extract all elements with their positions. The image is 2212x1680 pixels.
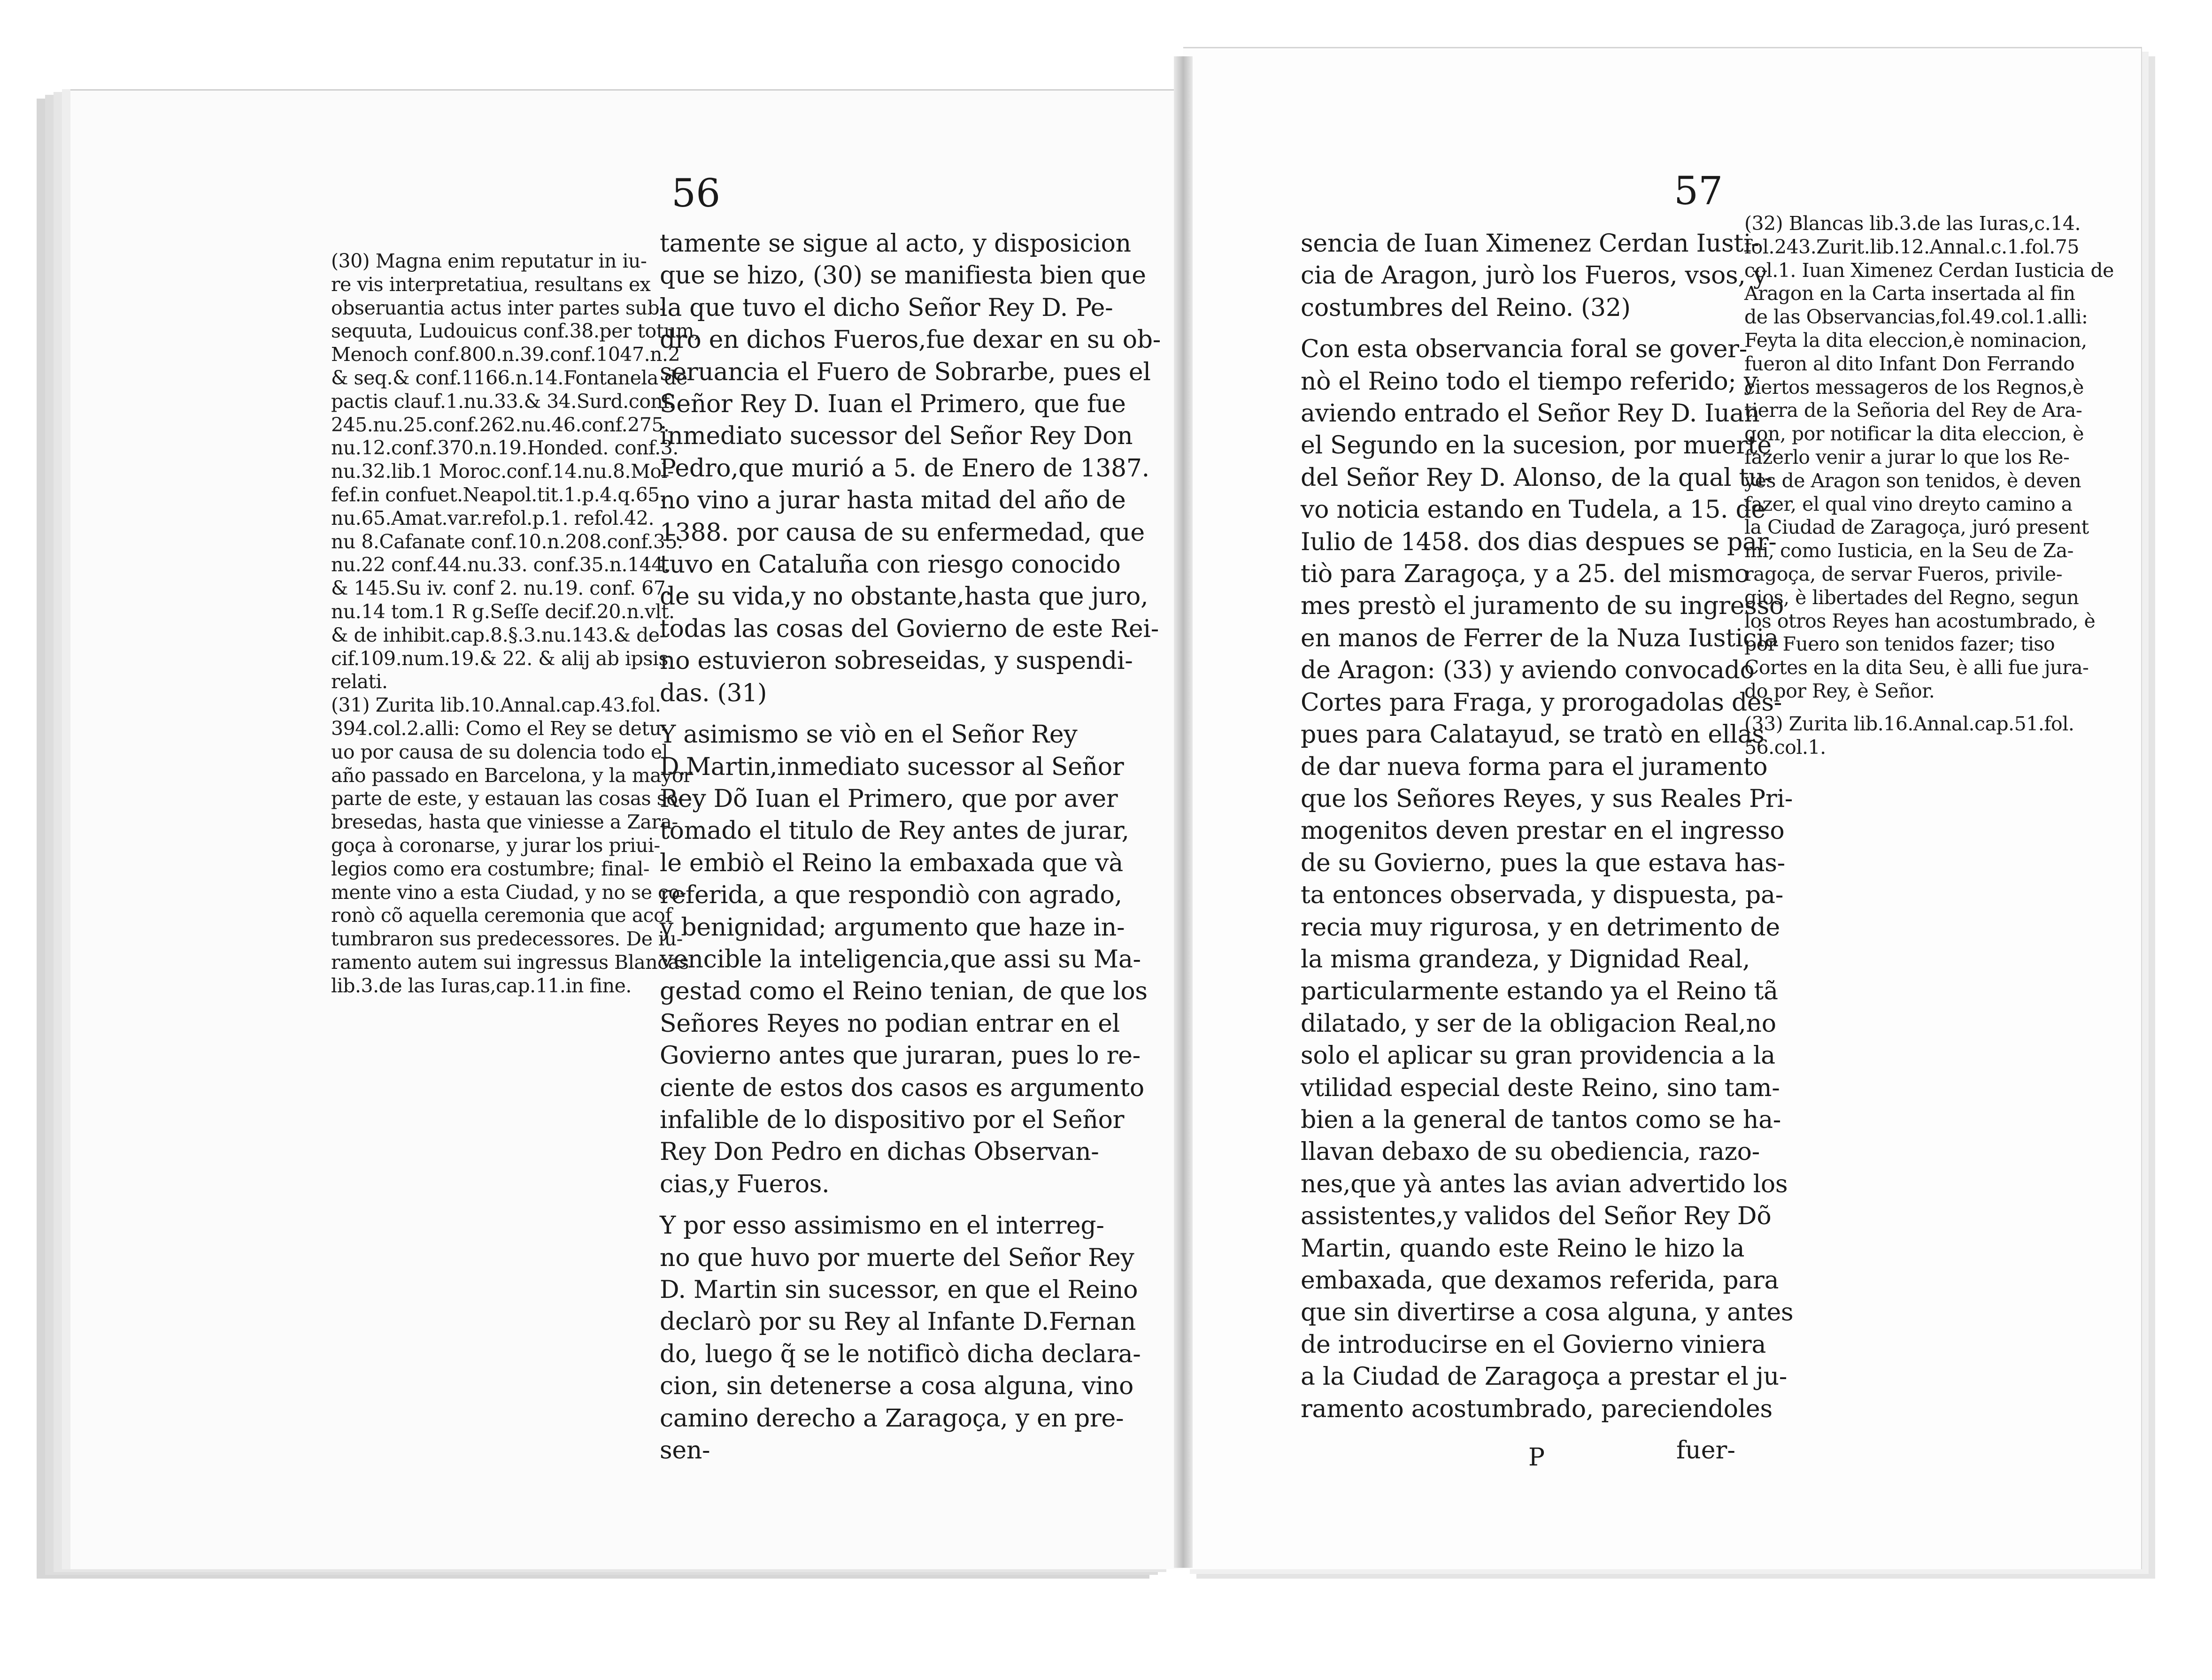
note-line: los otros Reyes han acostumbrado, è (1744, 609, 2096, 632)
text-line: assistentes,y validos del Señor Rey Dõ (1301, 1202, 1772, 1231)
note-line: ronò cõ aquella ceremonia que acof (331, 904, 672, 927)
text-line: seruancia el Fuero de Sobrarbe, pues el (660, 358, 1151, 386)
text-line: recia muy rigurosa, y en detrimento de (1301, 913, 1780, 942)
text-line: Martin, quando este Reino le hizo la (1301, 1234, 1745, 1263)
note-line: bresedas, hasta que viniesse a Zara- (331, 811, 678, 834)
text-line: Iulio de 1458. dos dias despues se par- (1301, 528, 1777, 556)
left-margin-notes (331, 250, 700, 998)
book-gutter (1174, 56, 1193, 1568)
note-line: tumbraron sus predecessores. De iu- (331, 928, 683, 951)
text-line: Rey Dõ Iuan el Primero, que por aver (660, 784, 1118, 813)
note-line: parte de este, y estauan las cosas so- (331, 787, 684, 810)
text-line: la misma grandeza, y Dignidad Real, (1301, 945, 1750, 974)
text-line: referida, a que respondiò con agrado, (660, 881, 1122, 910)
paragraph-gap (660, 709, 1161, 719)
note-line: legios como era costumbre; final- (331, 857, 650, 880)
text-line: todas las cosas del Govierno de este Rei- (660, 614, 1159, 643)
text-line: pues para Calatayud, se tratò en ellas (1301, 721, 1765, 749)
text-line: declarò por su Rey al Infante D.Fernan (660, 1308, 1136, 1336)
text-line: sencia de Iuan Ximenez Cerdan Iusti- (1301, 230, 1759, 258)
text-line: Con esta observancia foral se gover- (1301, 335, 1747, 364)
text-line: cias,y Fueros. (660, 1170, 830, 1198)
paragraph-gap (1301, 324, 1793, 333)
text-line: de su vida,y no obstante,hasta que juro, (660, 583, 1148, 611)
right-main-text (1301, 228, 1793, 1425)
text-line: do, luego q̃ se le notificò dicha declara- (660, 1340, 1141, 1368)
paragraph-gap (660, 1200, 1161, 1210)
note-line: nu.65.Amat.var.refol.p.1. refol.42. (331, 506, 655, 529)
text-line: cion, sin detenerse a cosa alguna, vino (660, 1372, 1134, 1401)
note-line: goça à coronarse, y jurar los priui- (331, 834, 660, 857)
note-line: re vis interpretatiua, resultans ex (331, 273, 651, 296)
note-line: & de inhibit.cap.8.§.3.nu.143.& de- (331, 623, 666, 646)
text-line: Cortes para Fraga, y prorogadolas des- (1301, 688, 1782, 717)
text-line: no que huvo por muerte del Señor Rey (660, 1243, 1134, 1272)
text-line: tiò para Zaragoça, y a 25. del mismo (1301, 560, 1750, 589)
note-line: mi, como Iusticia, en la Seu de Za- (1744, 539, 2074, 562)
left-main-text (660, 228, 1161, 1466)
note-line: Cortes en la dita Seu, è alli fue jura- (1744, 656, 2089, 679)
note-line: ciertos messageros de los Regnos,è (1744, 376, 2084, 399)
note-line: fef.in confuet.Neapol.tit.1.p.4.q.65. (331, 483, 666, 506)
note-line: ramento autem sui ingressus Blancas (331, 951, 689, 974)
text-line: inmediato sucessor del Señor Rey Don (660, 422, 1133, 451)
note-line: (33) Zurita lib.16.Annal.cap.51.fol. (1744, 712, 2074, 735)
text-line: D. Martin sin sucessor, en que el Reino (660, 1276, 1138, 1304)
text-line: y benignidad; argumento que haze in- (660, 913, 1125, 942)
text-line: camino derecho a Zaragoça, y en pre- (660, 1404, 1124, 1433)
text-line: del Señor Rey D. Alonso, de la qual tu- (1301, 463, 1773, 492)
right-page-number: 57 (1674, 169, 1723, 214)
text-line: de introducirse en el Govierno viniera (1301, 1330, 1766, 1359)
text-line: Señor Rey D. Iuan el Primero, que fue (660, 390, 1126, 419)
text-line: Pedro,que murió a 5. de Enero de 1387. (660, 454, 1149, 483)
text-line: dilatado, y ser de la obligacion Real,no (1301, 1009, 1776, 1038)
text-line: en manos de Ferrer de la Nuza Iusticia (1301, 624, 1779, 652)
note-line: Aragon en la Carta insertada al fin (1744, 282, 2075, 305)
note-line: año passado en Barcelona, y la mayor (331, 764, 693, 787)
note-line: uo por causa de su dolencia todo el (331, 740, 668, 763)
text-line: la que tuvo el dicho Señor Rey D. Pe- (660, 293, 1113, 322)
text-line: mogenitos deven prestar en el ingresso (1301, 817, 1785, 845)
text-line: le embiò el Reino la embaxada que và (660, 849, 1123, 877)
text-line: solo el aplicar su gran providencia a la (1301, 1042, 1775, 1070)
note-line: ragoça, de servar Fueros, privile- (1744, 562, 2063, 585)
text-line: Y asimismo se viò en el Señor Rey (660, 721, 1078, 749)
note-line: lib.3.de las Iuras,cap.11.in fine. (331, 974, 632, 997)
text-line: vencible la inteligencia,que assi su Ma- (660, 945, 1141, 974)
text-line: sen- (660, 1436, 710, 1465)
left-page-number: 56 (671, 171, 721, 216)
text-line: gestad como el Reino tenian, de que los (660, 977, 1148, 1006)
text-line: nò el Reino todo el tiempo referido; y (1301, 367, 1757, 396)
note-line: gon, por notificar la dita eleccion, è (1744, 422, 2084, 445)
text-line: tuvo en Cataluña con riesgo conocido (660, 551, 1121, 579)
text-line: nes,que yà antes las avian advertido los (1301, 1170, 1788, 1198)
note-line: (32) Blancas lib.3.de las Iuras,c.14. (1744, 212, 2081, 235)
note-line: & 145.Su iv. conf 2. nu.19. conf. 67. (331, 577, 671, 600)
note-line: nu.12.conf.370.n.19.Honded. conf.3. (331, 437, 678, 460)
text-line: ciente de estos dos casos es argumento (660, 1074, 1144, 1102)
text-line: vtilidad especial deste Reino, sino tam- (1301, 1074, 1780, 1102)
note-line: 245.nu.25.conf.262.nu.46.conf.275. (331, 413, 670, 436)
text-line: que los Señores Reyes, y sus Reales Pri- (1301, 784, 1793, 813)
note-line: (31) Zurita lib.10.Annal.cap.43.fol. (331, 694, 661, 717)
note-line: fazer, el qual vino dreyto camino a (1744, 492, 2073, 515)
text-line: 1388. por causa de su enfermedad, que (660, 518, 1145, 547)
note-line: 56.col.1. (1744, 736, 1826, 759)
text-line: Govierno antes que juraran, pues lo re- (660, 1042, 1141, 1070)
note-line: nu 8.Cafanate conf.10.n.208.conf.35. (331, 530, 683, 553)
text-line: dro en dichos Fueros,fue dexar en su ob- (660, 326, 1161, 354)
note-line: la Ciudad de Zaragoça, juró present (1744, 516, 2089, 539)
note-line: pactis clauf.1.nu.33.& 34.Surd.conf. (331, 390, 675, 413)
signature-mark: P (1528, 1443, 1545, 1472)
note-line: cif.109.num.19.& 22. & alij ab ipsis (331, 647, 669, 670)
note-line: do por Rey, è Señor. (1744, 679, 1935, 702)
note-line: nu.14 tom.1 R g.Seſſe decif.20.n.vlt. (331, 600, 675, 623)
note-line: de las Observancias,fol.49.col.1.alli: (1744, 306, 2088, 329)
note-line: 394.col.2.alli: Como el Rey se detu- (331, 717, 668, 740)
text-line: vo noticia estando en Tudela, a 15. de (1301, 496, 1765, 524)
note-line: nu.32.lib.1 Moroc.conf.14.nu.8.Mol- (331, 460, 674, 483)
note-line: & seq.& conf.1166.n.14.Fontanela de (331, 366, 687, 389)
right-margin-notes (1744, 212, 2114, 759)
note-line: Menoch conf.800.n.39.conf.1047.n.2 (331, 343, 680, 366)
text-line: costumbres del Reino. (32) (1301, 293, 1631, 322)
text-line: que sin divertirse a cosa alguna, y antes (1301, 1298, 1794, 1327)
text-line: que se hizo, (30) se manifiesta bien que (660, 261, 1146, 290)
text-line: D.Martin,inmediato sucessor al Señor (660, 752, 1124, 781)
text-line: llavan debaxo de su obediencia, razo- (1301, 1138, 1760, 1166)
text-line: cia de Aragon, jurò los Fueros, vsos, y (1301, 261, 1767, 290)
text-line: ramento acostumbrado, pareciendoles (1301, 1395, 1773, 1423)
note-line: tierra de la Señoria del Rey de Ara- (1744, 399, 2082, 422)
text-line: aviendo entrado el Señor Rey D. Iuan (1301, 399, 1760, 428)
text-line: de su Govierno, pues la que estava has- (1301, 849, 1785, 877)
note-line: Feyta la dita eleccion,è nominacion, (1744, 329, 2087, 352)
text-line: particularmente estando ya el Reino tã (1301, 977, 1778, 1006)
text-line: de Aragon: (33) y aviendo convocado (1301, 656, 1755, 685)
catchword: fuer- (1676, 1436, 1735, 1465)
note-line: nu.22 conf.44.nu.33. conf.35.n.144. (331, 553, 670, 576)
text-line: mes prestò el juramento de su ingresso (1301, 592, 1784, 621)
text-line: das. (31) (660, 679, 767, 707)
note-line: fueron al dito Infant Don Ferrando (1744, 352, 2075, 375)
note-line: col.1. Iuan Ximenez Cerdan Iusticia de (1744, 259, 2114, 282)
note-line: mente vino a esta Ciudad, y no se co- (331, 881, 686, 904)
text-line: de dar nueva forma para el juramento (1301, 752, 1768, 781)
note-line: fol.243.Zurit.lib.12.Annal.c.1.fol.75 (1744, 235, 2079, 258)
text-line: no vino a jurar hasta mitad del año de (660, 486, 1126, 515)
text-line: embaxada, que dexamos referida, para (1301, 1266, 1779, 1295)
text-line: Y por esso assimismo en el interreg- (660, 1212, 1104, 1240)
note-line: yes de Aragon son tenidos, è deven (1744, 469, 2081, 492)
note-line: sequuta, Ludouicus conf.38.per totum, (331, 320, 700, 343)
note-line: obseruantia actus inter partes sub- (331, 296, 666, 319)
text-line: tamente se sigue al acto, y disposicion (660, 230, 1131, 258)
text-line: ta entonces observada, y dispuesta, pa- (1301, 881, 1783, 910)
note-line: relati. (331, 670, 388, 693)
note-line: fazerlo venir a jurar lo que los Re- (1744, 445, 2070, 468)
text-line: Rey Don Pedro en dichas Observan- (660, 1138, 1099, 1166)
text-line: infalible de lo dispositivo por el Señor (660, 1105, 1125, 1134)
paragraph-gap (1744, 703, 2114, 713)
text-line: bien a la general de tantos como se ha- (1301, 1105, 1781, 1134)
note-line: por Fuero son tenidos fazer; tiso (1744, 633, 2055, 656)
text-line: no estuvieron sobreseidas, y suspendi- (660, 647, 1133, 675)
text-line: a la Ciudad de Zaragoça a prestar el ju- (1301, 1363, 1788, 1391)
note-line: gios, è libertades del Regno, segun (1744, 586, 2079, 609)
note-line: (30) Magna enim reputatur in iu- (331, 250, 647, 272)
text-line: Señores Reyes no podian entrar en el (660, 1009, 1120, 1038)
text-line: tomado el titulo de Rey antes de jurar, (660, 817, 1129, 845)
text-line: el Segundo en la sucesion, por muerte (1301, 431, 1772, 460)
